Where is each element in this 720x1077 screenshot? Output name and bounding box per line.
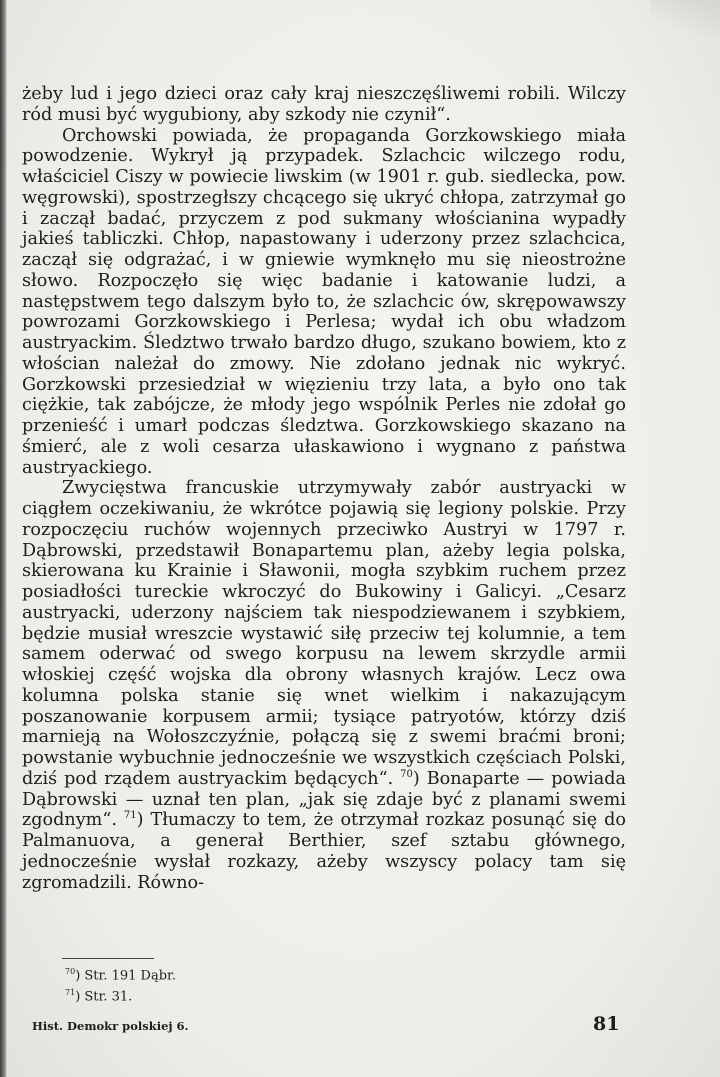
printer-signature: Hist. Demokr polskiej 6. [32,1019,189,1033]
page-number: 81 [593,1013,620,1035]
paragraph-2: Orchowski powiada, że propaganda Gorzkowskiego miała powodzenie. Wykrył ją przypadek. Szlachcic wilczego rodu, właściciel Ciszy w powiecie liwskim (w 1901 r. gub. siedlecka, pow. węgrowski), spostrzegłszy chcącego się ukryć chłopa, zatrzymał go i zaczął badać, przyczem z pod sukmany włościanina wypadły jakieś tabliczki. Chłop, napastowany i uderzony przez szlachcica, zaczął się odgrażać, i w gniewie wymknęło mu się nieostrożne słowo. Rozpoczęło się więc badanie i katowanie ludzi, a następstwem tego dalszym było to, że szlachcic ów, skrępowawszy powrozami Gorzkowskiego i Perlesa; wydał ich obu władzom austryackim. Śledztwo trwało bardzo długo, szukano bowiem, kto z włościan należał do zmowy. Nie zdołano jednak nic wykryć. Gorzkowski przesiedział w więzieniu trzy lata, a było ono tak ciężkie, tak zabójcze, że młody jego wspólnik Perles nie zdołał go przenieść i umarł podczas śledztwa. Gorzkowskiego skazano na śmierć, ale z woli cesarza ułaskawiono i wygnano z państwa austryackiego. [22,125,626,478]
page-corner-shadow [650,0,720,40]
footnote-ref-71: 71 [123,810,137,822]
footnote-ref-70: 70 [400,768,413,780]
footnote-mark: 71 [65,988,76,998]
footnote-70: $^{70}$) Str. 191 Dąbr. [65,967,176,984]
paragraph-3-part-3: Tłumaczy to tem, że otrzymał rozkaz posunąć się do Palmanuova, a generał Berthier, szef sztabu głównego, jednocześnie wysłał rozkazy, ażeby wszyscy polacy tam się zgromadzili. Równo- [22,810,626,893]
footnote-text: Str. 31. [84,989,133,1005]
footnotes [65,963,176,1006]
footnote-mark: 70 [65,967,76,976]
book-spine-shadow [0,0,7,1077]
paragraph-3-part-2: Bonaparte — powiada Dąbrowski — uznał ten plan, „jak się zdaje być z planami swemi zgodnym“. [22,768,626,831]
body-text [22,84,626,893]
paragraph-1: żeby lud i jego dzieci oraz cały kraj nieszczęśliwemi robili. Wilczy ród musi być wygubiony, aby szkody nie czynił“. [22,84,626,125]
paragraph-3: Zwycięstwa francuskie utrzymywały zabór austryacki w ciągłem oczekiwaniu, że wkrótce pojawią się legiony polskie. Przy rozpoczęciu ruchów wojennych przeciwko Austryi w 1797 r. Dąbrowski, przedstawił Bonapartemu plan, ażeby legia polska, skierowana ku Krainie i Sławonii, mogła szybkim ruchem przez posiadłości tureckie wkroczyć do Bukowiny i Galicyi. „Cesarz austryacki, uderzony najściem tak niespodziewanem i szybkiem, będzie musiał wreszcie wystawić siłę przeciw tej kolumnie, a tem samem oderwać od swego korpusu na lewem skrzydle armii włoskiej część wojska dla obrony własnych krajów. Lecz owa kolumna polska stanie się wnet wielkim i nakazującym poszanowanie korpusem armii; tysiące patryotów, którzy dziś marnieją na Wołoszczyźnie, połączą się z swemi braćmi broni; powstanie wybuchnie jednocześnie we wszystkich częściach Polski, dziś pod rządem austryackim będących“. $^{70}$) Bonaparte — powiada Dąbrowski — uznał ten plan, „jak się zdaje być z planami swemi zgodnym“. $^{71}$) Tłumaczy to tem, że otrzymał rozkaz posunąć się do Palmanuova, a generał Berthier, szef sztabu głównego, jednocześnie wysłał rozkazy, ażeby wszyscy polacy tam się zgromadzili. Równo- [22,478,626,893]
footnote-71: $^{71}$) Str. 31. [65,988,133,1005]
footnote-text: Str. 191 Dąbr. [84,968,176,984]
footnote-divider [62,958,154,959]
paragraph-3-part-1: Zwycięstwa francuskie utrzymywały zabór austryacki w ciągłem oczekiwaniu, że wkrótce pojawią się legiony polskie. Przy rozpoczęciu ruchów wojennych przeciwko Austryi w 1797 r. Dąbrowski, przedstawił Bonapartemu plan, ażeby legia polska, skierowana ku Krainie i Sławonii, mogła szybkim ruchem przez posiadłości tureckie wkroczyć do Bukowiny i Galicyi. „Cesarz austryacki, uderzony najściem tak niespodziewanem i szybkiem, będzie musiał wreszcie wystawić siłę przeciw tej kolumnie, a tem samem oderwać od swego korpusu na lewem skrzydle armii włoskiej część wojska dla obrony własnych krajów. Lecz owa kolumna polska stanie się wnet wielkim i nakazującym poszanowanie korpusem armii; tysiące patryotów, którzy dziś marnieją na Wołoszczyźnie, połączą się z swemi braćmi broni; powstanie wybuchnie jednocześnie we wszystkich częściach Polski, dziś pod rządem austryackim będących“. [22,478,626,789]
